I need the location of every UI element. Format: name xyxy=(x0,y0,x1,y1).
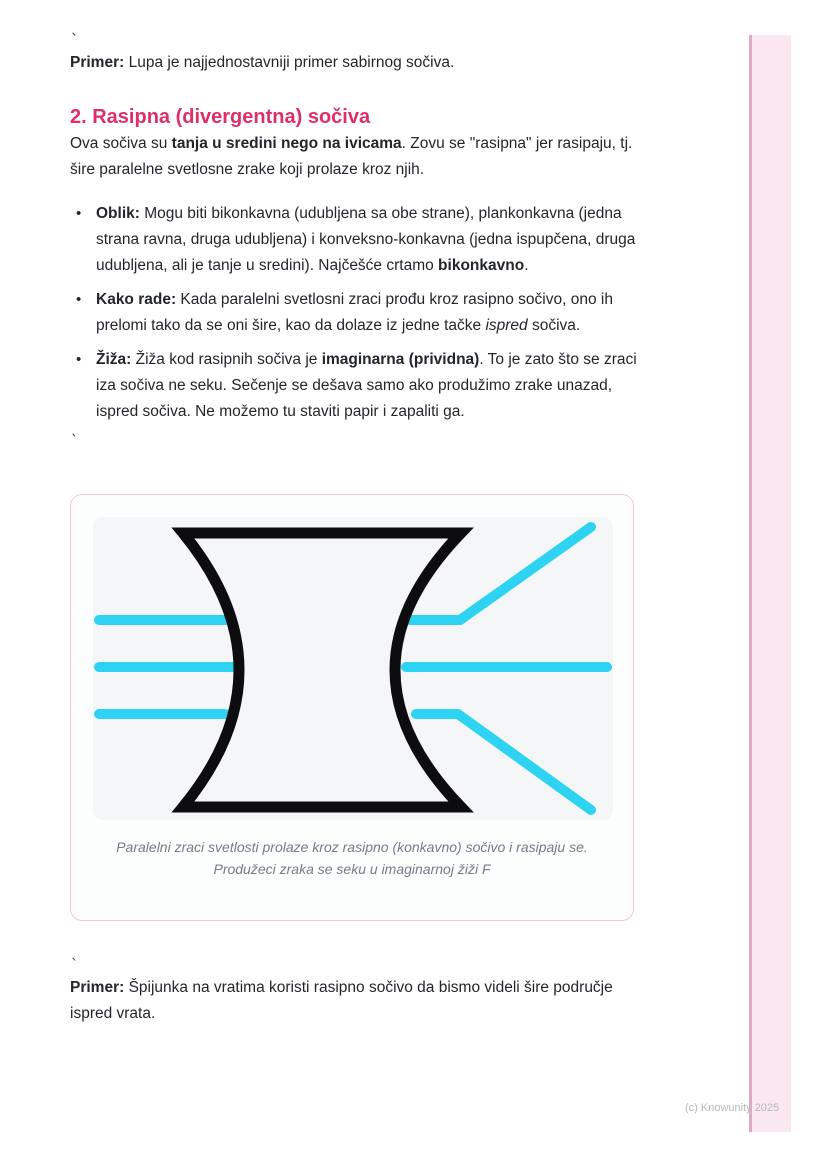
stray-backtick-middle: ` xyxy=(70,432,80,450)
content-column xyxy=(70,0,642,1027)
bullet-bold: imaginarna (prividna) xyxy=(321,351,480,368)
bullet-list xyxy=(70,201,642,425)
bullet-label: Žiža: xyxy=(96,351,132,368)
figure-card xyxy=(70,494,634,921)
bullet-text-0: Kada paralelni svetlosni zraci prođu kroz rasipno sočivo, ono ih prelomi tako da se oni šire, kao da dolaze iz jedne tačke xyxy=(96,291,613,334)
example-paragraph-top xyxy=(70,50,642,76)
bullet-label: Oblik: xyxy=(96,205,140,222)
bullet-dot: • xyxy=(76,351,82,368)
example-label: Primer: xyxy=(70,979,125,996)
refracted-ray-bottom xyxy=(416,714,591,810)
example-text: Špijunka na vratima koristi rasipno sočivo da bismo videli šire područje ispred vrata. xyxy=(70,979,613,1022)
bullet-label: Kako rade: xyxy=(96,291,177,308)
figure-caption-line-2: Produžeci zraka se seku u imaginarnoj žiži F xyxy=(213,861,491,877)
list-item-kako-rade xyxy=(70,287,642,339)
stray-backtick-top: ` xyxy=(70,31,80,49)
bullet-dot: • xyxy=(76,291,82,308)
figure-caption-line-1: Paralelni zraci svetlosti prolaze kroz rasipno (konkavno) sočivo i rasipaju se. xyxy=(116,839,588,855)
intro-text-0: Ova sočiva su xyxy=(70,135,172,152)
lens-ray-diagram xyxy=(93,517,613,820)
bullet-bold: bikonkavno xyxy=(438,257,525,274)
page-edge-strip xyxy=(749,35,791,1132)
intro-paragraph xyxy=(70,131,642,183)
bullet-italic: ispred xyxy=(485,317,528,334)
bullet-text-1: . To je zato što se zraci iza sočiva ne seku. Sečenje se dešava samo ako produžimo zrake unazad, ispred sočiva. Ne možemo tu staviti papir i zapaliti ga. xyxy=(96,351,637,420)
example-label: Primer: xyxy=(70,54,125,71)
bullet-dot: • xyxy=(76,205,82,222)
refracted-ray-top xyxy=(409,527,591,620)
bullet-text-0: Mogu biti bikonkavna (udubljena sa obe strane), plankonkavna (jedna strana ravna, druga udubljena) i konveksno-konkavna (jedna ispupčena, druga udubljena, ali je tanje u sredini). Najčešće crtamo xyxy=(96,205,636,274)
figure-canvas xyxy=(93,517,613,820)
example-text: Lupa je najjednostavniji primer sabirnog sočiva. xyxy=(124,54,455,71)
bullet-text-0: Žiža kod rasipnih sočiva je xyxy=(131,351,322,368)
section-heading: 2. Rasipna (divergentna) sočiva xyxy=(70,106,371,128)
bullet-text-1: sočiva. xyxy=(527,317,581,334)
intro-bold: tanja u sredini nego na ivicama xyxy=(171,135,402,152)
bullet-text-1: . xyxy=(524,257,529,274)
list-item-oblik xyxy=(70,201,642,279)
example-paragraph-bottom xyxy=(70,975,642,1027)
list-item-ziza xyxy=(70,347,642,425)
stray-backtick-bottom: ` xyxy=(70,956,80,974)
intro-text-1: . Zovu se "rasipna" jer rasipaju, tj. šire paralelne svetlosne zrake koji prolaze kroz njih. xyxy=(70,135,633,178)
figure-caption xyxy=(93,836,611,880)
copyright-text: (c) Knowunity 2025 xyxy=(685,1102,780,1114)
